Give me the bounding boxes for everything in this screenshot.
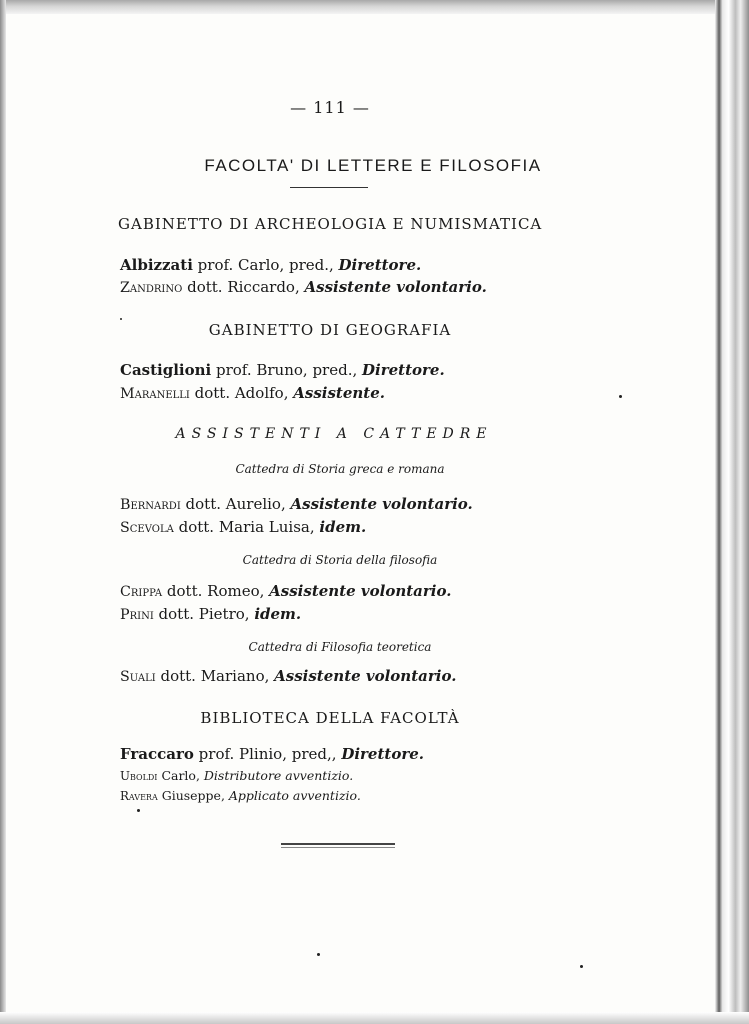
person-name: Bernardi (120, 497, 181, 513)
section-heading-biblioteca: BIBLIOTECA DELLA FACOLTÀ (200, 709, 460, 727)
scan-speck (317, 953, 320, 956)
person-name: Scevola (120, 520, 174, 536)
person-name: Albizzati (120, 256, 193, 274)
person-details: prof. Carlo, pred., (192, 256, 339, 274)
chair-heading: Cattedra di Storia della filosofia (242, 553, 438, 567)
person-role: Direttore. (341, 745, 424, 763)
person-details: Giuseppe, (157, 788, 229, 803)
title-underline (290, 187, 368, 188)
entry-row (120, 384, 385, 402)
person-details: dott. Maria Luisa, (173, 518, 320, 536)
entry-row (120, 361, 445, 379)
scan-right-edge (715, 0, 749, 1024)
person-role: idem. (319, 518, 367, 536)
section-heading-assistenti: ASSISTENTI A CATTEDRE (175, 426, 493, 442)
entry-row (120, 788, 361, 803)
entry-row (120, 605, 301, 623)
chair-heading: Cattedra di Storia greca e romana (235, 462, 445, 476)
scan-left-edge (0, 0, 6, 1024)
page-title: FACOLTA' DI LETTERE E FILOSOFIA (204, 156, 542, 175)
entry-row (120, 667, 456, 685)
entry-row (120, 256, 421, 274)
person-role: Applicato avventizio. (228, 788, 361, 803)
person-details: dott. Pietro, (153, 605, 255, 623)
person-details: dott. Mariano, (155, 667, 275, 685)
entry-row (120, 582, 451, 600)
section-heading-archeologia: GABINETTO DI ARCHEOLOGIA E NUMISMATICA (118, 215, 543, 233)
person-name: Prini (120, 607, 154, 623)
person-name: Castiglioni (120, 361, 212, 379)
person-role: Direttore. (338, 256, 422, 274)
person-details: dott. Aurelio, (180, 495, 291, 513)
person-role: idem. (254, 605, 302, 623)
person-name: Ravera (120, 789, 158, 803)
section-heading-geografia: GABINETTO DI GEOGRAFIA (208, 321, 452, 339)
person-role: Direttore. (362, 361, 445, 379)
person-name: Uboldi (120, 769, 158, 783)
person-name: Maranelli (120, 386, 190, 402)
scan-speck (580, 965, 583, 968)
closing-rule (281, 843, 395, 848)
person-details: Carlo, (157, 768, 204, 783)
entry-row (120, 518, 366, 536)
person-name: Suali (120, 669, 156, 685)
person-role: Distributore avventizio. (203, 768, 354, 783)
scan-speck (120, 318, 122, 320)
person-name: Fraccaro (120, 745, 194, 763)
person-name: Crippa (120, 584, 163, 600)
person-role: Assistente volontario. (290, 495, 473, 513)
entry-row (120, 768, 353, 783)
scan-top-edge (0, 0, 720, 14)
person-details: dott. Riccardo, (182, 278, 305, 296)
person-role: Assistente volontario. (304, 278, 487, 296)
page-number: — 111 — (290, 98, 370, 117)
person-details: dott. Romeo, (162, 582, 270, 600)
person-details: prof. Bruno, pred., (211, 361, 362, 379)
person-details: dott. Adolfo, (189, 384, 294, 402)
scan-speck (619, 395, 622, 398)
scan-bottom-edge (0, 1012, 749, 1024)
person-details: prof. Plinio, pred,, (193, 745, 342, 763)
entry-row (120, 745, 424, 763)
person-role: Assistente. (293, 384, 385, 402)
entry-row (120, 495, 473, 513)
person-role: Assistente volontario. (269, 582, 452, 600)
person-role: Assistente volontario. (274, 667, 457, 685)
chair-heading: Cattedra di Filosofia teoretica (248, 640, 432, 654)
scan-speck (137, 809, 140, 812)
entry-row (120, 278, 487, 296)
person-name: Zandrino (120, 280, 183, 296)
